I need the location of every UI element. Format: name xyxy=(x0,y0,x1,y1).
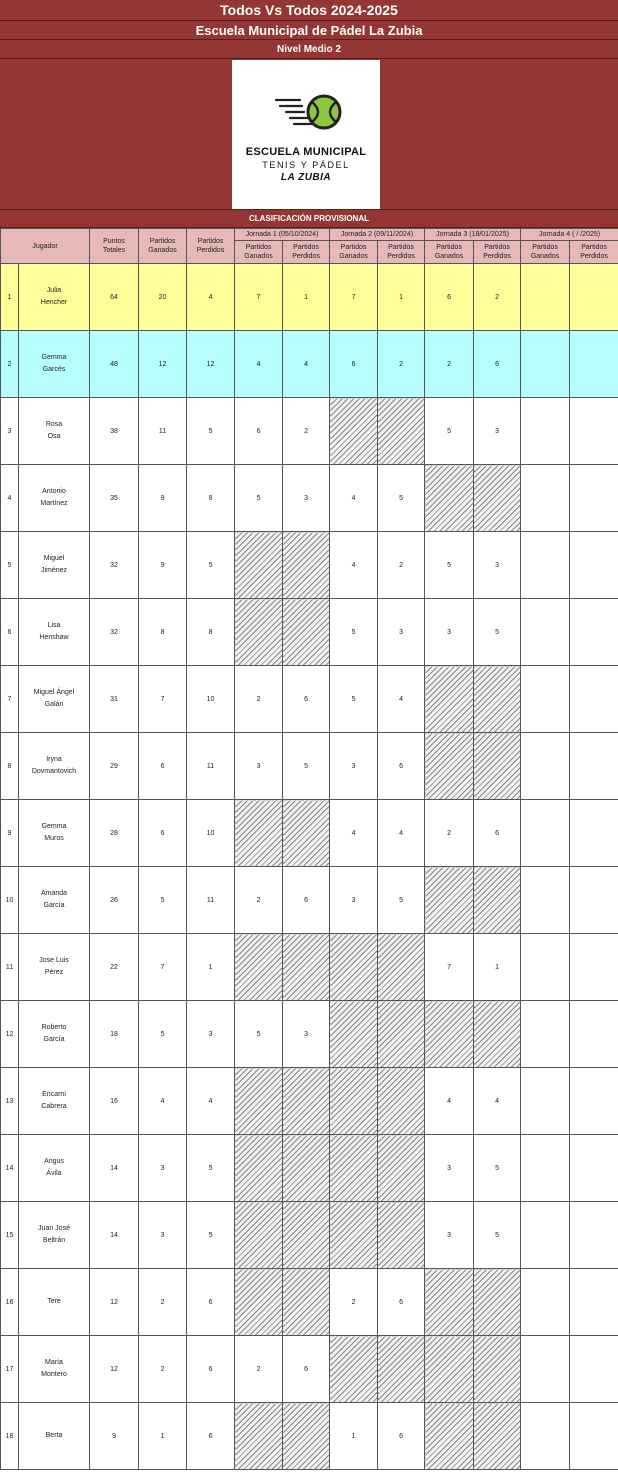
round-2-lost-cell: 2 xyxy=(378,331,425,398)
round-1-lost-subheader: Partidos Perdidos xyxy=(283,241,330,264)
lost-cell: 5 xyxy=(187,398,235,465)
round-2-won-cell: 4 xyxy=(330,800,378,867)
round-4-lost-cell xyxy=(570,1336,618,1403)
lost-cell: 4 xyxy=(187,264,235,331)
round-4-lost-cell xyxy=(570,599,618,666)
round-3-won-cell: 3 xyxy=(425,1202,474,1269)
round-2-lost-cell: 2 xyxy=(378,532,425,599)
points-cell: 64 xyxy=(90,264,139,331)
rank-cell: 15 xyxy=(1,1202,19,1269)
won-cell: 20 xyxy=(139,264,187,331)
round-1-won-cell: 4 xyxy=(235,331,283,398)
round-4-lost-cell xyxy=(570,465,618,532)
round-3-absent-cell xyxy=(474,1336,521,1403)
round-2-won-cell: 3 xyxy=(330,733,378,800)
player-name-cell: Tere xyxy=(19,1269,90,1336)
standings-table xyxy=(0,228,618,1470)
round-2-absent-cell xyxy=(330,934,378,1001)
round-1-absent-cell xyxy=(235,1202,283,1269)
round-1-absent-cell xyxy=(235,599,283,666)
round-4-won-subheader: Partidos Ganados xyxy=(521,241,570,264)
logo-text-town: LA ZUBIA xyxy=(280,172,332,183)
round-2-lost-cell: 4 xyxy=(378,800,425,867)
lost-cell: 3 xyxy=(187,1001,235,1068)
round-1-won-cell: 3 xyxy=(235,733,283,800)
table-row xyxy=(1,465,618,532)
round-4-lost-cell xyxy=(570,934,618,1001)
round-4-lost-cell xyxy=(570,1202,618,1269)
round-2-absent-cell xyxy=(378,398,425,465)
round-4-won-cell xyxy=(521,867,570,934)
round-4-won-cell xyxy=(521,1202,570,1269)
won-cell: 4 xyxy=(139,1068,187,1135)
round-3-lost-cell: 1 xyxy=(474,934,521,1001)
round-1-won-cell: 6 xyxy=(235,398,283,465)
lost-cell: 1 xyxy=(187,934,235,1001)
table-row xyxy=(1,666,618,733)
round-4-won-cell xyxy=(521,532,570,599)
lost-cell: 5 xyxy=(187,532,235,599)
won-cell: 12 xyxy=(139,331,187,398)
points-cell: 28 xyxy=(90,800,139,867)
round-2-absent-cell xyxy=(378,1336,425,1403)
round-4-won-cell xyxy=(521,1336,570,1403)
table-row xyxy=(1,1336,618,1403)
tennis-ball-icon xyxy=(232,60,380,140)
player-column-header: Jugador xyxy=(1,229,90,264)
lost-cell: 8 xyxy=(187,465,235,532)
round-2-lost-cell: 1 xyxy=(378,264,425,331)
round-3-won-cell: 7 xyxy=(425,934,474,1001)
points-cell: 38 xyxy=(90,398,139,465)
lost-cell: 6 xyxy=(187,1269,235,1336)
rank-cell: 1 xyxy=(1,264,19,331)
round-4-won-cell xyxy=(521,1269,570,1336)
round-2-absent-cell xyxy=(330,1001,378,1068)
round-4-lost-cell xyxy=(570,800,618,867)
round-3-won-cell: 5 xyxy=(425,398,474,465)
rank-cell: 10 xyxy=(1,867,19,934)
lost-column-header: Partidos Perdidos xyxy=(187,229,235,264)
table-row xyxy=(1,532,618,599)
round-1-header: Jornada 1 (05/10/2024) xyxy=(235,229,330,241)
lost-cell: 12 xyxy=(187,331,235,398)
round-4-lost-cell xyxy=(570,1001,618,1068)
round-3-won-cell: 3 xyxy=(425,1135,474,1202)
round-1-won-cell: 2 xyxy=(235,1336,283,1403)
round-1-absent-cell xyxy=(235,1269,283,1336)
points-cell: 16 xyxy=(90,1068,139,1135)
school-logo xyxy=(232,60,380,209)
player-name-cell: Gemma Garcés xyxy=(19,331,90,398)
round-3-lost-subheader: Partidos Perdidos xyxy=(474,241,521,264)
player-name-cell: Roberto García xyxy=(19,1001,90,1068)
rank-cell: 4 xyxy=(1,465,19,532)
table-row xyxy=(1,1135,618,1202)
rank-cell: 16 xyxy=(1,1269,19,1336)
player-name-cell: Jose Luis Pérez xyxy=(19,934,90,1001)
round-4-won-cell xyxy=(521,1135,570,1202)
round-2-absent-cell xyxy=(378,1068,425,1135)
round-3-won-cell: 4 xyxy=(425,1068,474,1135)
round-4-lost-cell xyxy=(570,264,618,331)
round-4-won-cell xyxy=(521,264,570,331)
round-3-absent-cell xyxy=(474,1403,521,1470)
round-1-absent-cell xyxy=(235,1403,283,1470)
won-column-header: Partidos Ganados xyxy=(139,229,187,264)
table-row xyxy=(1,733,618,800)
rank-cell: 17 xyxy=(1,1336,19,1403)
table-row xyxy=(1,800,618,867)
lost-cell: 5 xyxy=(187,1202,235,1269)
rank-cell: 12 xyxy=(1,1001,19,1068)
won-cell: 3 xyxy=(139,1135,187,1202)
points-cell: 14 xyxy=(90,1135,139,1202)
round-2-won-cell: 4 xyxy=(330,532,378,599)
round-1-absent-cell xyxy=(235,934,283,1001)
round-3-absent-cell xyxy=(425,867,474,934)
logo-text-sports: TENIS Y PÁDEL xyxy=(262,160,350,170)
lost-cell: 10 xyxy=(187,800,235,867)
round-4-won-cell xyxy=(521,331,570,398)
round-2-absent-cell xyxy=(330,1336,378,1403)
round-3-absent-cell xyxy=(474,733,521,800)
round-2-absent-cell xyxy=(330,398,378,465)
round-1-absent-cell xyxy=(235,532,283,599)
round-2-absent-cell xyxy=(378,1135,425,1202)
player-name-cell: Julia Hencher xyxy=(19,264,90,331)
round-4-won-cell xyxy=(521,465,570,532)
points-cell: 32 xyxy=(90,532,139,599)
round-3-lost-cell: 5 xyxy=(474,1202,521,1269)
round-4-won-cell xyxy=(521,1403,570,1470)
won-cell: 6 xyxy=(139,733,187,800)
round-3-won-cell: 6 xyxy=(425,264,474,331)
round-3-absent-cell xyxy=(425,1001,474,1068)
points-cell: 9 xyxy=(90,1403,139,1470)
player-name-cell: Antonio Martínez xyxy=(19,465,90,532)
round-2-absent-cell xyxy=(378,934,425,1001)
round-2-won-cell: 5 xyxy=(330,599,378,666)
round-1-lost-cell: 6 xyxy=(283,666,330,733)
player-name-cell: Angus Ávila xyxy=(19,1135,90,1202)
table-row xyxy=(1,264,618,331)
player-name-cell: María Montero xyxy=(19,1336,90,1403)
round-1-lost-cell: 5 xyxy=(283,733,330,800)
round-1-absent-cell xyxy=(283,599,330,666)
ball-fill xyxy=(308,96,340,128)
round-1-absent-cell xyxy=(235,800,283,867)
round-1-won-cell: 5 xyxy=(235,465,283,532)
won-cell: 8 xyxy=(139,599,187,666)
table-row xyxy=(1,1068,618,1135)
round-2-absent-cell xyxy=(378,1202,425,1269)
round-3-lost-cell: 2 xyxy=(474,264,521,331)
rank-cell: 7 xyxy=(1,666,19,733)
logo-text-school: ESCUELA MUNICIPAL xyxy=(245,146,367,158)
points-cell: 18 xyxy=(90,1001,139,1068)
round-2-lost-cell: 3 xyxy=(378,599,425,666)
table-row xyxy=(1,331,618,398)
won-cell: 2 xyxy=(139,1269,187,1336)
points-cell: 29 xyxy=(90,733,139,800)
table-row xyxy=(1,1202,618,1269)
round-1-lost-cell: 4 xyxy=(283,331,330,398)
logo-band xyxy=(0,59,618,210)
won-cell: 6 xyxy=(139,800,187,867)
round-3-absent-cell xyxy=(425,1336,474,1403)
round-4-lost-cell xyxy=(570,398,618,465)
points-cell: 14 xyxy=(90,1202,139,1269)
page-subtitle: Escuela Municipal de Pádel La Zubia xyxy=(0,21,618,40)
player-name-cell: Juan José Beltrán xyxy=(19,1202,90,1269)
rank-cell: 6 xyxy=(1,599,19,666)
round-1-absent-cell xyxy=(283,1202,330,1269)
round-1-lost-cell: 6 xyxy=(283,1336,330,1403)
points-cell: 35 xyxy=(90,465,139,532)
table-row xyxy=(1,1403,618,1470)
round-3-header: Jornada 3 (18/01/2025) xyxy=(425,229,521,241)
standings-body xyxy=(1,264,618,1470)
round-1-absent-cell xyxy=(283,1403,330,1470)
round-2-won-cell: 4 xyxy=(330,465,378,532)
points-cell: 12 xyxy=(90,1336,139,1403)
player-name-cell: Rosa Osa xyxy=(19,398,90,465)
rank-cell: 18 xyxy=(1,1403,19,1470)
won-cell: 7 xyxy=(139,934,187,1001)
round-3-won-cell: 3 xyxy=(425,599,474,666)
player-name-cell: Iryna Dovmantovich xyxy=(19,733,90,800)
round-2-lost-subheader: Partidos Perdidos xyxy=(378,241,425,264)
round-2-lost-cell: 4 xyxy=(378,666,425,733)
won-cell: 11 xyxy=(139,398,187,465)
points-cell: 22 xyxy=(90,934,139,1001)
round-3-lost-cell: 6 xyxy=(474,331,521,398)
round-4-lost-cell xyxy=(570,331,618,398)
round-4-won-cell xyxy=(521,800,570,867)
round-4-won-cell xyxy=(521,1068,570,1135)
round-4-lost-cell xyxy=(570,1403,618,1470)
player-name-cell: Miguel Jiménez xyxy=(19,532,90,599)
round-1-absent-cell xyxy=(283,800,330,867)
points-cell: 48 xyxy=(90,331,139,398)
lost-cell: 6 xyxy=(187,1336,235,1403)
round-3-absent-cell xyxy=(474,666,521,733)
round-3-won-cell: 2 xyxy=(425,800,474,867)
lost-cell: 8 xyxy=(187,599,235,666)
round-1-lost-cell: 6 xyxy=(283,867,330,934)
level-label: Nivel Medio 2 xyxy=(0,40,618,59)
player-name-cell: Encarni Cabrera xyxy=(19,1068,90,1135)
round-3-lost-cell: 6 xyxy=(474,800,521,867)
round-2-absent-cell xyxy=(330,1135,378,1202)
table-row xyxy=(1,1001,618,1068)
round-4-won-cell xyxy=(521,666,570,733)
player-name-cell: Berta xyxy=(19,1403,90,1470)
round-1-absent-cell xyxy=(283,532,330,599)
round-4-lost-cell xyxy=(570,867,618,934)
rank-cell: 13 xyxy=(1,1068,19,1135)
lost-cell: 10 xyxy=(187,666,235,733)
round-1-lost-cell: 2 xyxy=(283,398,330,465)
round-1-lost-cell: 1 xyxy=(283,264,330,331)
round-4-lost-cell xyxy=(570,733,618,800)
round-3-absent-cell xyxy=(474,1001,521,1068)
points-cell: 12 xyxy=(90,1269,139,1336)
lost-cell: 5 xyxy=(187,1135,235,1202)
round-4-lost-cell xyxy=(570,1269,618,1336)
round-1-absent-cell xyxy=(235,1068,283,1135)
table-row xyxy=(1,934,618,1001)
round-4-lost-cell xyxy=(570,666,618,733)
round-2-won-cell: 2 xyxy=(330,1269,378,1336)
table-row xyxy=(1,398,618,465)
round-4-header: Jornada 4 ( / /2025) xyxy=(521,229,618,241)
lost-cell: 4 xyxy=(187,1068,235,1135)
round-4-won-cell xyxy=(521,1001,570,1068)
won-cell: 2 xyxy=(139,1336,187,1403)
round-4-won-cell xyxy=(521,934,570,1001)
rank-cell: 11 xyxy=(1,934,19,1001)
round-1-absent-cell xyxy=(283,1135,330,1202)
round-4-lost-cell xyxy=(570,532,618,599)
round-2-won-cell: 1 xyxy=(330,1403,378,1470)
points-cell: 26 xyxy=(90,867,139,934)
round-4-lost-cell xyxy=(570,1135,618,1202)
rank-cell: 5 xyxy=(1,532,19,599)
player-name-cell: Lisa Henshaw xyxy=(19,599,90,666)
round-2-won-cell: 6 xyxy=(330,331,378,398)
won-cell: 9 xyxy=(139,532,187,599)
round-1-won-cell: 2 xyxy=(235,666,283,733)
round-4-won-cell xyxy=(521,733,570,800)
table-row xyxy=(1,867,618,934)
round-3-absent-cell xyxy=(474,1269,521,1336)
round-3-lost-cell: 3 xyxy=(474,532,521,599)
round-1-absent-cell xyxy=(283,1068,330,1135)
round-3-absent-cell xyxy=(474,465,521,532)
section-title: CLASIFICACIÓN PROVISIONAL xyxy=(0,210,618,228)
won-cell: 5 xyxy=(139,1001,187,1068)
points-cell: 32 xyxy=(90,599,139,666)
round-2-won-cell: 3 xyxy=(330,867,378,934)
round-4-lost-cell xyxy=(570,1068,618,1135)
player-name-cell: Amanda García xyxy=(19,867,90,934)
round-3-absent-cell xyxy=(425,733,474,800)
round-1-absent-cell xyxy=(283,934,330,1001)
round-1-won-cell: 7 xyxy=(235,264,283,331)
lost-cell: 11 xyxy=(187,733,235,800)
won-cell: 7 xyxy=(139,666,187,733)
player-name-cell: Miguel Ángel Galán xyxy=(19,666,90,733)
player-name-cell: Gemma Muros xyxy=(19,800,90,867)
round-3-absent-cell xyxy=(425,1403,474,1470)
rank-cell: 9 xyxy=(1,800,19,867)
round-3-absent-cell xyxy=(425,465,474,532)
round-2-won-cell: 5 xyxy=(330,666,378,733)
page-title: Todos Vs Todos 2024-2025 xyxy=(0,0,618,21)
round-1-won-subheader: Partidos Ganados xyxy=(235,241,283,264)
round-2-won-cell: 7 xyxy=(330,264,378,331)
won-cell: 5 xyxy=(139,867,187,934)
round-2-absent-cell xyxy=(378,1001,425,1068)
round-3-absent-cell xyxy=(474,867,521,934)
points-column-header: Puntos Totales xyxy=(90,229,139,264)
rank-cell: 2 xyxy=(1,331,19,398)
round-3-absent-cell xyxy=(425,1269,474,1336)
round-2-won-subheader: Partidos Ganados xyxy=(330,241,378,264)
round-4-lost-subheader: Partidos Perdidos xyxy=(570,241,618,264)
round-2-absent-cell xyxy=(330,1068,378,1135)
round-1-absent-cell xyxy=(235,1135,283,1202)
round-3-won-cell: 2 xyxy=(425,331,474,398)
round-3-lost-cell: 3 xyxy=(474,398,521,465)
won-cell: 9 xyxy=(139,465,187,532)
round-2-absent-cell xyxy=(330,1202,378,1269)
round-2-header: Jornada 2 (09/11/2024) xyxy=(330,229,425,241)
round-3-lost-cell: 5 xyxy=(474,1135,521,1202)
round-3-lost-cell: 4 xyxy=(474,1068,521,1135)
points-cell: 31 xyxy=(90,666,139,733)
round-2-lost-cell: 5 xyxy=(378,867,425,934)
round-2-lost-cell: 5 xyxy=(378,465,425,532)
won-cell: 3 xyxy=(139,1202,187,1269)
rank-cell: 14 xyxy=(1,1135,19,1202)
lost-cell: 6 xyxy=(187,1403,235,1470)
round-2-lost-cell: 6 xyxy=(378,1403,425,1470)
lost-cell: 11 xyxy=(187,867,235,934)
round-1-lost-cell: 3 xyxy=(283,1001,330,1068)
rank-cell: 8 xyxy=(1,733,19,800)
round-1-absent-cell xyxy=(283,1269,330,1336)
round-4-won-cell xyxy=(521,599,570,666)
round-3-lost-cell: 5 xyxy=(474,599,521,666)
won-cell: 1 xyxy=(139,1403,187,1470)
round-2-lost-cell: 6 xyxy=(378,1269,425,1336)
round-3-won-cell: 5 xyxy=(425,532,474,599)
round-4-won-cell xyxy=(521,398,570,465)
round-1-won-cell: 5 xyxy=(235,1001,283,1068)
rank-cell: 3 xyxy=(1,398,19,465)
round-3-won-subheader: Partidos Ganados xyxy=(425,241,474,264)
round-1-lost-cell: 3 xyxy=(283,465,330,532)
table-row xyxy=(1,599,618,666)
table-row xyxy=(1,1269,618,1336)
round-3-absent-cell xyxy=(425,666,474,733)
round-1-won-cell: 2 xyxy=(235,867,283,934)
round-2-lost-cell: 6 xyxy=(378,733,425,800)
